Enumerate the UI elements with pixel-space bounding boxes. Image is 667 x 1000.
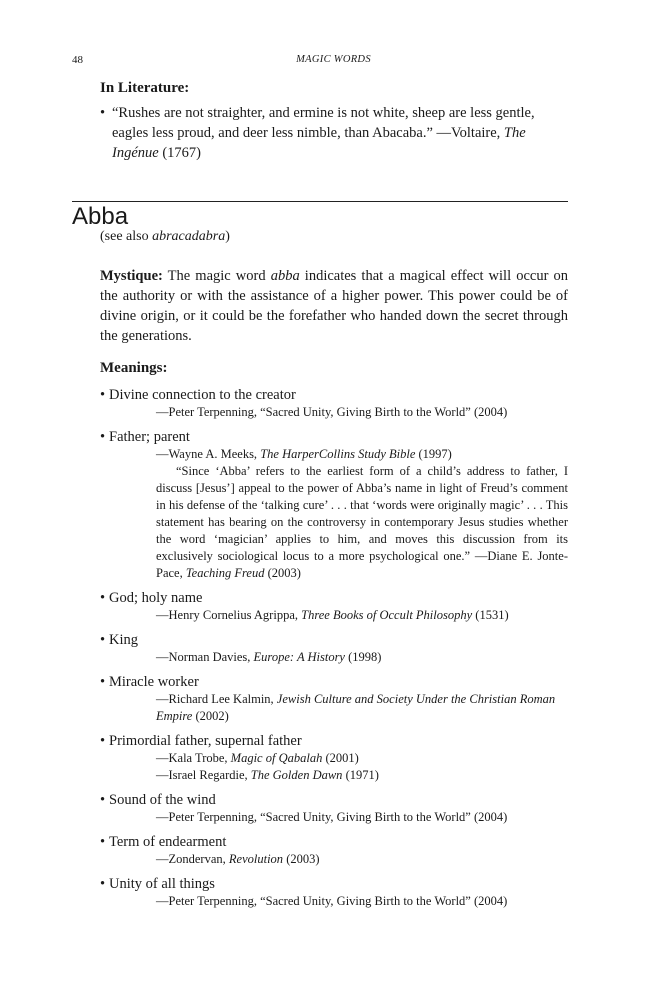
meanings-list — [100, 386, 568, 917]
meaning-label — [100, 589, 568, 607]
see-also-link: abracadabra — [152, 229, 226, 244]
bullet-icon: • — [100, 632, 106, 648]
quote-text: “Since ‘Abba’ refers to the earliest form of a child’s address to father, I discuss [Jesus’] appeal to the power of Abba’s name in light of Freud’s comment in his defense of the ‘talking cure’ . . . that ‘words were originally magic’ . . . This statement has bearing on the controversy in contemporary Jesus studies whether the word ‘magician’ applies to him, and moves this discussion from its exclusively sociological locus to a more psychological one.” —Diane E. Jonte-Pace, — [156, 464, 568, 580]
meaning-label — [100, 386, 568, 404]
source-title: Revolution — [228, 852, 284, 866]
running-head: MAGIC WORDS — [296, 54, 371, 65]
literature-year: (1767) — [158, 145, 201, 161]
meaning-text: Miracle worker — [109, 674, 199, 690]
page-number: 48 — [72, 54, 83, 66]
meaning-label — [100, 791, 568, 809]
source-author: —Peter Terpenning, “Sacred Unity, Giving Birth to the World” (2004) — [156, 894, 508, 908]
bullet-icon: • — [100, 429, 106, 445]
meaning-source — [100, 607, 568, 624]
meaning-label — [100, 732, 568, 750]
meaning-quote — [100, 463, 568, 582]
source-year: (2001) — [322, 751, 359, 765]
meaning-label — [100, 428, 568, 446]
source-author: —Henry Cornelius Agrippa, — [156, 608, 302, 622]
meaning-source — [100, 404, 568, 421]
meaning-source — [100, 809, 568, 826]
source-author: —Peter Terpenning, “Sacred Unity, Giving Birth to the World” (2004) — [156, 405, 508, 419]
meaning-item — [100, 589, 568, 624]
meaning-text: Term of endearment — [109, 834, 227, 850]
meaning-item — [100, 833, 568, 868]
meaning-source — [100, 851, 568, 868]
bullet-icon: • — [100, 792, 106, 808]
meaning-source — [100, 767, 568, 784]
source-year: (1997) — [415, 447, 452, 461]
in-literature-section — [100, 80, 568, 163]
meaning-item — [100, 732, 568, 784]
source-author: —Israel Regardie, — [156, 768, 251, 782]
bullet-icon: • — [100, 876, 106, 892]
source-title: Jewish Culture and Society Under the Christian Roman Empire — [156, 692, 556, 723]
source-year: (1998) — [344, 650, 382, 664]
see-also — [100, 229, 230, 245]
mystique-paragraph — [100, 266, 568, 346]
literature-item — [100, 103, 568, 163]
source-year: (2003) — [283, 852, 320, 866]
meaning-label — [100, 631, 568, 649]
source-author: —Zondervan, — [156, 852, 229, 866]
source-title: The HarperCollins Study Bible — [260, 447, 416, 461]
meaning-item — [100, 386, 568, 421]
entry-divider — [72, 201, 568, 202]
mystique-label: Mystique: — [100, 268, 163, 284]
bullet-icon: • — [100, 387, 106, 403]
bullet-icon: • — [100, 590, 106, 606]
meaning-source — [100, 446, 568, 463]
bullet-icon: • — [100, 674, 106, 690]
meaning-text: Divine connection to the creator — [109, 387, 296, 403]
meaning-text: Father; parent — [109, 429, 190, 445]
source-author: —Norman Davies, — [156, 650, 254, 664]
quote-year: (2003) — [264, 566, 301, 580]
see-also-suffix: ) — [225, 229, 230, 244]
in-literature-heading: In Literature: — [100, 80, 190, 96]
meaning-source — [100, 691, 568, 725]
meaning-label — [100, 673, 568, 691]
bullet-icon: • — [100, 834, 106, 850]
source-title: Three Books of Occult Philosophy — [301, 608, 473, 622]
meaning-text: God; holy name — [109, 590, 203, 606]
meaning-source — [100, 893, 568, 910]
source-year: (1971) — [342, 768, 379, 782]
meaning-source — [100, 649, 568, 666]
literature-quote: “Rushes are not straighter, and ermine is not white, sheep are less gentle, eagles less proud, and deer less nimble, than Abacaba.” —Voltaire, — [112, 105, 535, 141]
source-year: (2002) — [192, 709, 229, 723]
meaning-item — [100, 875, 568, 910]
quote-title: Teaching Freud — [185, 566, 265, 580]
source-author: —Richard Lee Kalmin, — [156, 692, 277, 706]
meaning-label — [100, 875, 568, 893]
source-title: Europe: A History — [253, 650, 345, 664]
meaning-text: Primordial father, supernal father — [109, 733, 302, 749]
entry-title: Abba — [72, 203, 129, 230]
meaning-source — [100, 750, 568, 767]
see-also-prefix: (see also — [100, 229, 153, 244]
meaning-text: Unity of all things — [109, 876, 215, 892]
source-author: —Kala Trobe, — [156, 751, 231, 765]
source-title: The Golden Dawn — [250, 768, 343, 782]
source-author: —Wayne A. Meeks, — [156, 447, 261, 461]
mystique-text-pre: The magic word — [162, 268, 271, 284]
mystique-word: abba — [270, 268, 300, 284]
bullet-icon: • — [100, 733, 106, 749]
meanings-heading: Meanings: — [100, 360, 168, 376]
meaning-label — [100, 833, 568, 851]
literature-title: The Ingénue — [112, 125, 526, 161]
mystique-text-post: indicates that a magical effect will occur on the authority or with the assistance of a higher power. This power could be of divine origin, or it could be the forefather who handed down the secret through the generations. — [100, 268, 568, 344]
meaning-item — [100, 791, 568, 826]
meaning-item — [100, 673, 568, 725]
source-year: (1531) — [472, 608, 509, 622]
source-title: Magic of Qabalah — [230, 751, 323, 765]
meaning-text: King — [109, 632, 138, 648]
meaning-text: Sound of the wind — [109, 792, 216, 808]
meaning-item — [100, 631, 568, 666]
source-author: —Peter Terpenning, “Sacred Unity, Giving Birth to the World” (2004) — [156, 810, 508, 824]
meaning-item — [100, 428, 568, 582]
bullet-icon: • — [100, 105, 106, 121]
